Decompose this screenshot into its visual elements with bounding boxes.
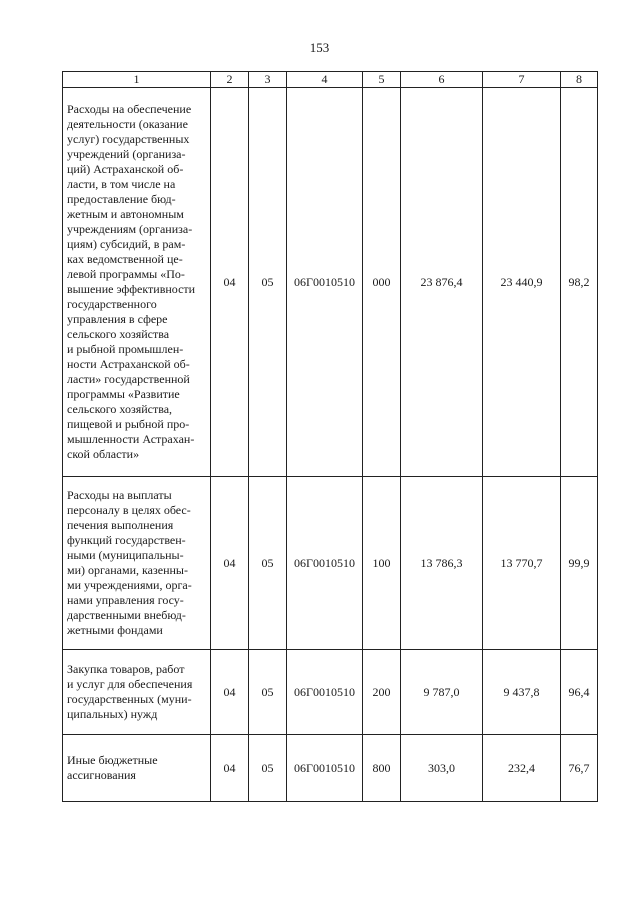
row-cell-col5: 800 <box>363 735 401 802</box>
row-cell-col7: 13 770,7 <box>483 477 561 650</box>
header-cell-4: 4 <box>287 72 363 88</box>
row-cell-col4: 06Г0010510 <box>287 650 363 735</box>
row-cell-col5: 100 <box>363 477 401 650</box>
row-cell-col7: 23 440,9 <box>483 88 561 477</box>
row-cell-col5: 200 <box>363 650 401 735</box>
row-cell-col2: 04 <box>211 650 249 735</box>
row-cell-col2: 04 <box>211 88 249 477</box>
row-cell-col8: 76,7 <box>561 735 598 802</box>
table-row <box>63 650 598 735</box>
row-description: Иные бюджетные ассигнования <box>63 735 211 802</box>
row-description: Закупка товаров, работ и услуг для обеспечения государственных (муни- ципальных) нужд <box>63 650 211 735</box>
row-cell-col5: 000 <box>363 88 401 477</box>
table-row <box>63 477 598 650</box>
row-cell-col6: 13 786,3 <box>401 477 483 650</box>
header-cell-2: 2 <box>211 72 249 88</box>
page-number: 153 <box>309 40 330 55</box>
row-cell-col2: 04 <box>211 477 249 650</box>
header-cell-5: 5 <box>363 72 401 88</box>
header-cell-3: 3 <box>249 72 287 88</box>
table-row <box>63 735 598 802</box>
header-row <box>63 72 598 88</box>
table-row <box>63 88 598 477</box>
header-cell-1: 1 <box>63 72 211 88</box>
row-cell-col3: 05 <box>249 735 287 802</box>
row-cell-col4: 06Г0010510 <box>287 477 363 650</box>
row-cell-col8: 99,9 <box>561 477 598 650</box>
header-cell-6: 6 <box>401 72 483 88</box>
row-description: Расходы на обеспечение деятельности (оказание услуг) государственных учреждений (организа- ций) Астраханской об- ласти, в том числе на предоставление бюд- жетным и автономным учреждениям (организа- циям) субсидий, в рам- ках ведомственной це- левой программы «По- вышение эффективности государственного управления в сфере сельского хозяйства и рыбной промышлен- ности Астраханской об- ласти» государственной программы «Развитие сельского хозяйства, пищевой и рыбной про- мышленности Астрахан- ской области» <box>63 88 211 477</box>
row-cell-col4: 06Г0010510 <box>287 735 363 802</box>
row-cell-col7: 9 437,8 <box>483 650 561 735</box>
row-cell-col8: 98,2 <box>561 88 598 477</box>
row-cell-col7: 232,4 <box>483 735 561 802</box>
row-cell-col3: 05 <box>249 88 287 477</box>
row-cell-col6: 303,0 <box>401 735 483 802</box>
row-cell-col2: 04 <box>211 735 249 802</box>
row-cell-col4: 06Г0010510 <box>287 88 363 477</box>
row-cell-col3: 05 <box>249 477 287 650</box>
row-description: Расходы на выплаты персоналу в целях обес- печения выполнения функций государствен- ными (муниципальны- ми) органами, казенны- ми учреждениями, орга- нами управления госу- дарственными внебюд- жетными фондами <box>63 477 211 650</box>
row-cell-col3: 05 <box>249 650 287 735</box>
header-cell-8: 8 <box>561 72 598 88</box>
header-cell-7: 7 <box>483 72 561 88</box>
row-cell-col8: 96,4 <box>561 650 598 735</box>
budget-table <box>62 71 598 802</box>
row-cell-col6: 23 876,4 <box>401 88 483 477</box>
row-cell-col6: 9 787,0 <box>401 650 483 735</box>
